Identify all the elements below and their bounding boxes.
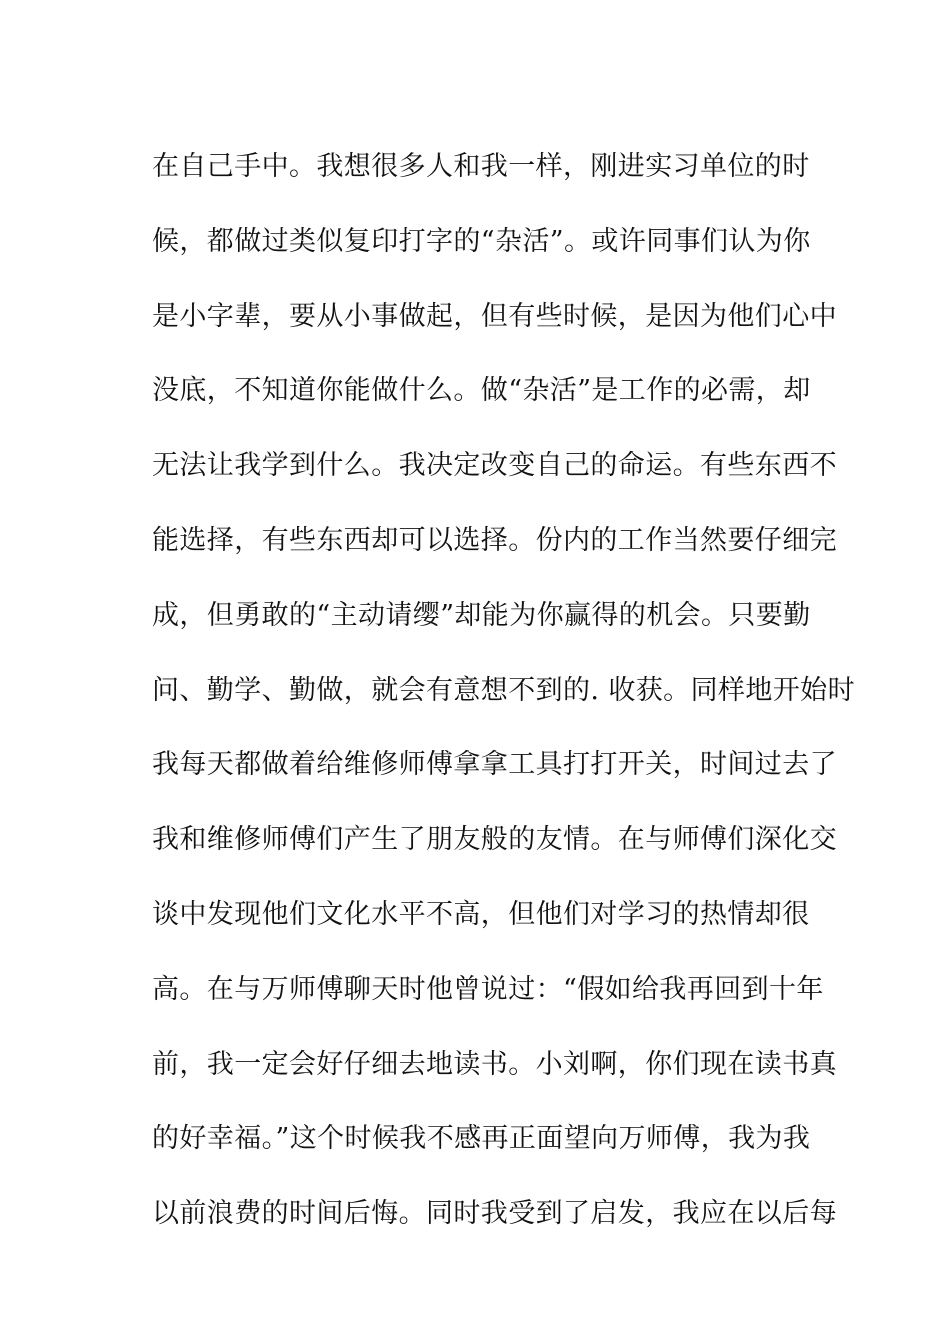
text-line: 在自己手中。我想很多人和我一样，刚进实习单位的时 (152, 151, 810, 182)
body-text (152, 130, 855, 1252)
text-line: 没底，不知道你能做什么。做“杂活”是工作的必需，却 (152, 375, 811, 407)
text-line: 谈中发现他们文化水平不高，但他们对学习的热情却很 (152, 898, 810, 930)
text-line: 问、勤学、勤做，就会有意想不到的. 收获。同样地开始时 (152, 674, 855, 706)
text-line: 能选择，有些东西却可以选择。份内的工作当然要仔细完 (152, 524, 837, 556)
text-line: 无法让我学到什么。我决定改变自己的命运。有些东西不 (152, 450, 837, 482)
text-line: 以前浪费的时间后悔。同时我受到了启发，我应在以后每 (152, 1198, 837, 1230)
text-line: 我每天都做着给维修师傅拿拿工具打打开关，时间过去了 (152, 749, 837, 781)
text-line: 成，但勇敢的“主动请缨”却能为你赢得的机会。只要勤 (152, 599, 811, 631)
text-line: 是小字辈，要从小事做起，但有些时候，是因为他们心中 (152, 300, 837, 332)
text-line: 我和维修师傅们产生了朋友般的友情。在与师傅们深化交 (152, 824, 837, 856)
text-line: 的好幸福。”这个时候我不感再正面望向万师傅，我为我 (152, 1123, 811, 1155)
text-line: 候，都做过类似复印打字的“杂活”。或许同事们认为你 (152, 225, 811, 257)
text-line: 前，我一定会好仔细去地读书。小刘啊，你们现在读书真 (152, 1048, 837, 1080)
text-line: 高。在与万师傅聊天时他曾说过：“假如给我再回到十年 (152, 973, 824, 1005)
